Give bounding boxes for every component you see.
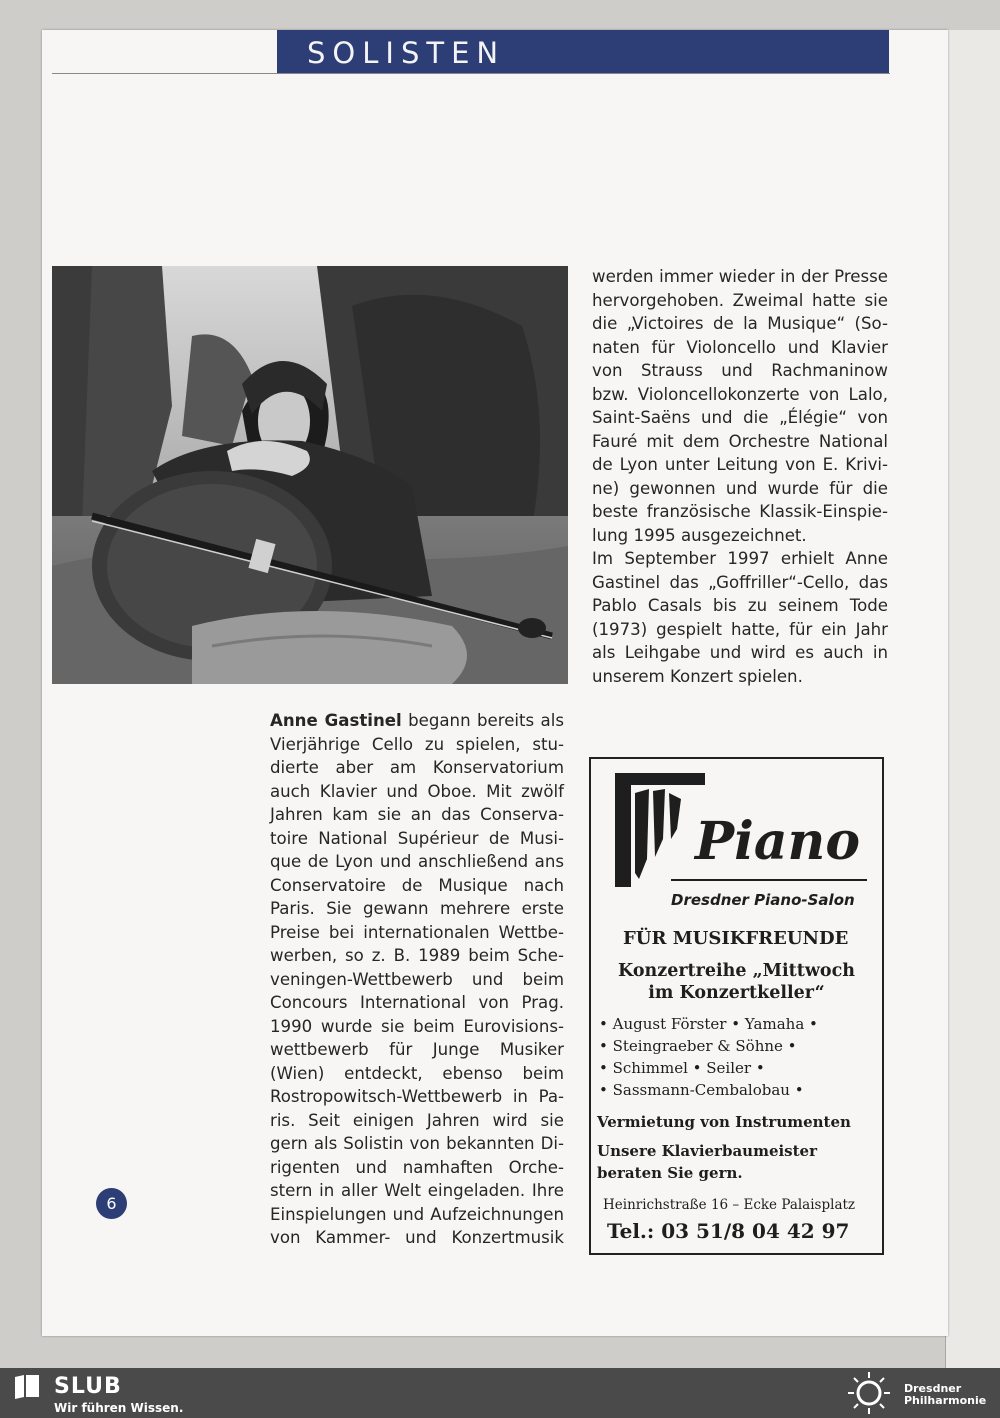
- philharmonie-logo-text: [904, 1383, 986, 1407]
- text-line: toire National Supérieur de Musi-: [270, 828, 564, 848]
- text-line: rigenten und namhaften Orche-: [270, 1157, 564, 1177]
- text-line: stern in aller Welt eingeladen. Ihre: [270, 1181, 564, 1200]
- text-line: Paris. Sie gewann mehrere erste: [270, 899, 564, 918]
- brand-line: • Steingraeber & Söhne •: [599, 1037, 797, 1055]
- article-text-right: [592, 265, 888, 688]
- text-line: als Leihgabe und wird es auch in: [592, 643, 888, 662]
- text-line: werden immer wieder in der Presse: [592, 267, 888, 286]
- page-number-badge: 6: [96, 1188, 127, 1219]
- text-line: Pablo Casals bis zu seinem Tode: [592, 596, 888, 615]
- text-line: de Lyon unter Leitung von E. Krivi-: [592, 455, 888, 474]
- text-line: hervorgehoben. Zweimal hatte sie: [592, 290, 888, 310]
- brand-line: • Schimmel • Seiler •: [599, 1059, 765, 1077]
- text-line: die „Victoires de la Musique“ (So-: [592, 314, 888, 333]
- text-line: bzw. Violoncellokonzerte von Lalo,: [592, 384, 888, 404]
- soloist-name: Anne Gastinel: [270, 711, 402, 730]
- logo-underline: [671, 879, 867, 881]
- text-line: (1973) gespielt hatte, für ein Jahr: [592, 619, 888, 639]
- text-line: 1990 wurde sie beim Eurovisions-: [270, 1016, 564, 1036]
- text-line: Rostropowitsch-Wettbewerb in Pa-: [270, 1087, 564, 1106]
- slub-logo-text: SLUB: [54, 1374, 122, 1399]
- text-line: Gastinel das „Goffriller“-Cello, das: [592, 572, 888, 592]
- text-line: Preise bei internationalen Wettbe-: [270, 922, 564, 942]
- series-line-2: im Konzertkeller“: [648, 983, 825, 1003]
- philharmonie-sun-icon: [842, 1370, 896, 1416]
- salon-name: Dresdner Piano-Salon: [671, 891, 855, 909]
- text-line: gern als Solistin von bekannten Di-: [270, 1134, 564, 1153]
- text-line: dierte aber am Konservatorium: [270, 758, 564, 777]
- advice-line-2: beraten Sie gern.: [597, 1164, 743, 1182]
- text-line: Saint-Saëns und die „Élégie“ von: [592, 408, 888, 427]
- page-fold-edge: [945, 30, 1000, 1368]
- section-title: SOLISTEN: [307, 36, 506, 70]
- text-line: Einspielungen und Aufzeichnungen: [270, 1204, 564, 1224]
- text-line: werben, so z. B. 1989 beim Sche-: [270, 946, 564, 965]
- text-line: ris. Seit einigen Jahren wird sie: [270, 1110, 564, 1130]
- text-line: begann bereits als: [401, 711, 564, 730]
- text-line: unserem Konzert spielen.: [592, 666, 803, 686]
- phone-number: Tel.: 03 51/8 04 42 97: [607, 1219, 850, 1243]
- text-line: auch Klavier und Oboe. Mit zwölf: [270, 781, 564, 801]
- text-line: Jahren kam sie an das Conserva-: [270, 805, 564, 824]
- address-text: Heinrichstraße 16 – Ecke Palaisplatz: [603, 1197, 856, 1213]
- org-line-2: Philharmonie: [904, 1394, 987, 1407]
- brand-line: • August Förster • Yamaha •: [599, 1015, 818, 1033]
- org-line-1: Dresdner: [904, 1382, 962, 1395]
- text-line: Im September 1997 erhielt Anne: [592, 549, 888, 568]
- text-line: Vierjährige Cello zu spielen, stu-: [270, 734, 564, 754]
- rental-text: Vermietung von Instrumenten: [597, 1113, 851, 1131]
- ad-heading: FÜR MUSIKFREUNDE: [623, 928, 849, 949]
- text-line: ne) gewonnen und wurde für die: [592, 478, 888, 498]
- text-line: Concours International von Prag.: [270, 993, 564, 1012]
- piano-salon-ad: [589, 757, 884, 1255]
- text-line: Conservatoire de Musique nach: [270, 875, 564, 895]
- text-line: von Kammer- und Konzertmusik: [270, 1228, 564, 1247]
- piano-logo-icon: [609, 769, 709, 891]
- series-line-1: Konzertreihe „Mittwoch: [618, 961, 855, 981]
- advice-line-1: Unsere Klavierbaumeister: [597, 1142, 818, 1160]
- article-text-left: [270, 709, 564, 1250]
- text-line: von Strauss und Rachmaninow: [592, 361, 888, 380]
- text-line: naten für Violoncello und Klavier: [592, 337, 888, 357]
- slub-slogan: Wir führen Wissen.: [54, 1401, 184, 1415]
- slub-book-icon: [12, 1372, 42, 1402]
- cellist-photo-illustration: [52, 266, 568, 684]
- brand-line: • Sassmann-Cembalobau •: [599, 1081, 804, 1099]
- soloist-photo: [52, 266, 568, 684]
- text-line: (Wien) entdeckt, ebenso beim: [270, 1063, 564, 1083]
- text-line-first: [270, 709, 564, 733]
- text-line: Fauré mit dem Orchestre National: [592, 431, 888, 451]
- text-line: que de Lyon und anschließend ans: [270, 852, 564, 871]
- text-line: lung 1995 ausgezeichnet.: [592, 525, 807, 545]
- text-line: veningen-Wettbewerb und beim: [270, 969, 564, 989]
- text-line: beste französische Klassik-Einspie-: [592, 502, 888, 521]
- piano-logo-text: Piano: [695, 811, 861, 872]
- text-line: wettbewerb für Junge Musiker: [270, 1040, 564, 1059]
- header-rule: [52, 73, 890, 74]
